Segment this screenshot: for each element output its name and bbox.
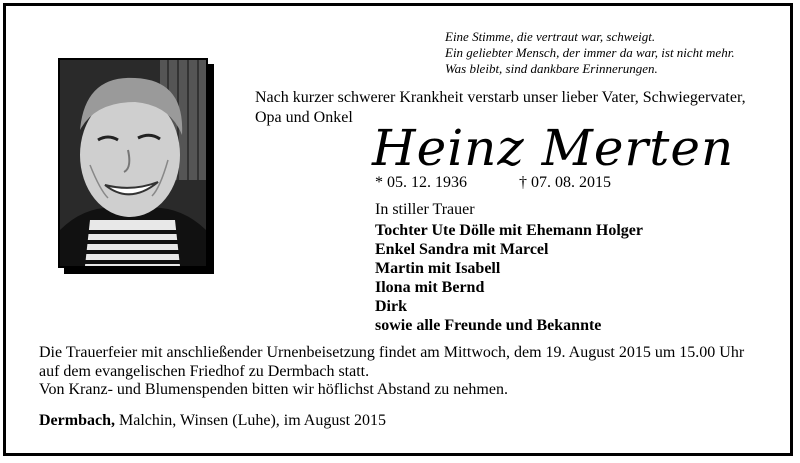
signoff-rest: Malchin, Winsen (Luhe), im August 2015 [114, 412, 387, 429]
mourner-entry: Enkel Sandra mit Marcel [375, 241, 549, 258]
poem-line: Eine Stimme, die vertraut war, schweigt. [445, 29, 656, 44]
memorial-poem [445, 29, 735, 77]
life-dates [375, 174, 611, 192]
intro-text: Nach kurzer schwerer Krankheit verstarb unser lieber Vater, Schwiegervater, Opa und Onkel [255, 89, 746, 126]
death-date: † 07. 08. 2015 [519, 174, 611, 191]
poem-line: Ein geliebter Mensch, der immer da war, ist nicht mehr. [445, 45, 735, 60]
mourning-heading: In stiller Trauer [375, 201, 475, 218]
signoff [39, 412, 386, 430]
mourner-entry: Tochter Ute Dölle mit Ehemann Holger [375, 222, 643, 239]
deceased-name: Heinz Merten [372, 119, 735, 177]
mourner-entry: Ilona mit Bernd [375, 279, 485, 296]
service-info [39, 343, 779, 381]
poem-line: Was bleibt, sind dankbare Erinnerungen. [445, 61, 658, 76]
birth-date: * 05. 12. 1936 [375, 174, 467, 191]
mourner-entry: sowie alle Freunde und Bekannte [375, 317, 602, 334]
service-line: auf dem evangelischen Friedhof zu Dermbach statt. [39, 363, 370, 380]
flowers-note: Von Kranz- und Blumenspenden bitten wir höflichst Abstand zu nehmen. [39, 381, 508, 398]
portrait-photo [58, 58, 208, 268]
service-line: Die Trauerfeier mit anschließender Urnenbeisetzung findet am Mittwoch, dem 19. August 2015 um 15.00 Uhr [39, 344, 745, 361]
portrait-image [60, 60, 206, 266]
signoff-place: Dermbach, [39, 412, 115, 429]
mourner-entry: Dirk [375, 298, 407, 315]
mourners-list [375, 221, 643, 335]
mourner-entry: Martin mit Isabell [375, 260, 501, 277]
